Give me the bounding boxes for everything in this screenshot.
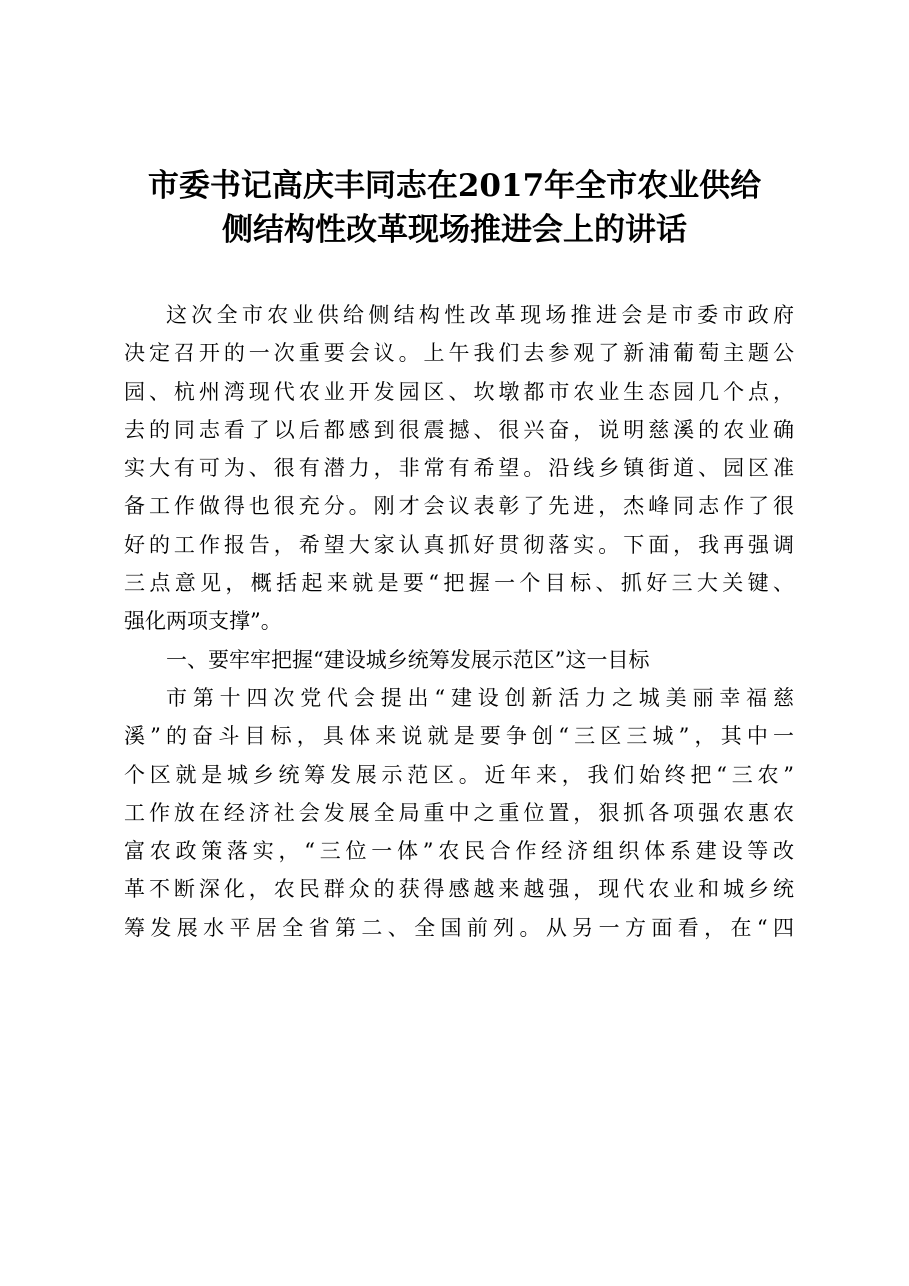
paragraph-intro xyxy=(124,296,794,641)
text-line: 好的工作报告，希望大家认真抓好贯彻落实。下面，我再强调 xyxy=(124,532,794,557)
text-line: 革不断深化，农民群众的获得感越来越强，现代农业和城乡统 xyxy=(124,877,794,902)
title-line-2: 侧结构性改革现场推进会上的讲话 xyxy=(222,212,687,248)
text-line: 市第十四次党代会提出“建设创新活力之城美丽幸福慈 xyxy=(166,685,794,710)
text-line: 园、杭州湾现代农业开发园区、坎墩都市农业生态园几个点， xyxy=(124,379,794,404)
section-heading-1: 一、要牢牢把握“建设城乡统筹发展示范区”这一目标 xyxy=(166,647,650,672)
document-title xyxy=(100,164,809,252)
text-line: 溪”的奋斗目标，具体来说就是要争创“三区三城”，其中一 xyxy=(124,724,794,749)
text-line: 实大有可为、很有潜力，非常有希望。沿线乡镇街道、园区准 xyxy=(124,456,794,481)
text-line: 三点意见，概括起来就是要“把握一个目标、抓好三大关键、 xyxy=(124,571,794,596)
text-line: 这次全市农业供给侧结构性改革现场推进会是市委市政府 xyxy=(166,303,794,327)
title-line-1: 市委书记高庆丰同志在2017年全市农业供给 xyxy=(147,168,762,204)
document-body xyxy=(124,296,794,947)
text-line: 强化两项支撑”。 xyxy=(124,609,282,634)
text-line: 备工作做得也很充分。刚才会议表彰了先进，杰峰同志作了很 xyxy=(124,494,794,519)
paragraph-section1 xyxy=(124,679,794,947)
text-line: 个区就是城乡统筹发展示范区。近年来，我们始终把“三农” xyxy=(124,762,794,787)
text-line: 富农政策落实，“三位一体”农民合作经济组织体系建设等改 xyxy=(124,839,794,864)
text-line: 去的同志看了以后都感到很震撼、很兴奋，说明慈溪的农业确 xyxy=(124,417,794,442)
text-line: 工作放在经济社会发展全局重中之重位置，狠抓各项强农惠农 xyxy=(124,800,794,825)
text-line: 决定召开的一次重要会议。上午我们去参观了新浦葡萄主题公 xyxy=(124,341,794,366)
text-line: 筹发展水平居全省第二、全国前列。从另一方面看，在“四 xyxy=(124,915,794,940)
